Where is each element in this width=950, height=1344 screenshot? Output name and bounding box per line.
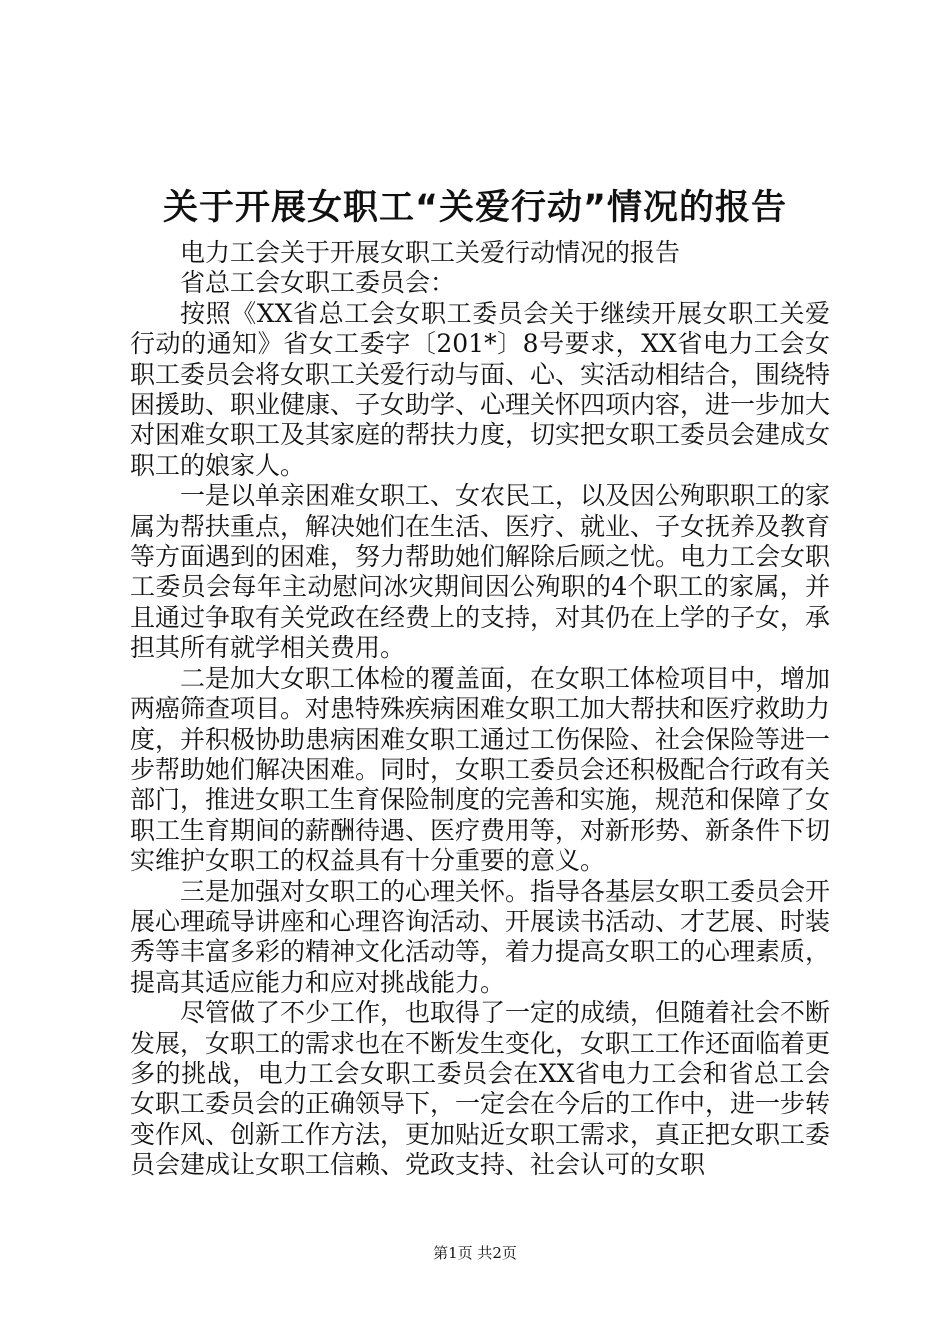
page-footer: 第1页 共2页 xyxy=(433,1244,517,1262)
point-three-paragraph: 三是加强对女职工的心理关怀。指导各基层女职工委员会开展心理疏导讲座和心理咨询活动、开展读书活动、才艺展、时装秀等丰富多彩的精神文化活动等，着力提高女职工的心理素质，提高其适应能力和应对挑战能力。 xyxy=(130,876,831,997)
document-body xyxy=(130,238,830,1181)
salutation-paragraph: 省总工会女职工委员会： xyxy=(180,268,456,298)
summary-paragraph: 尽管做了不少工作，也取得了一定的成绩，但随着社会不断发展，女职工的需求也在不断发生变化，女职工工作还面临着更多的挑战，电力工会女职工委员会在XX省电力工会和省总工会女职工委员会的正确领导下，一定会在今后的工作中，进一步转变作风、创新工作方法，更加贴近女职工需求，真正把女职工委员会建成让女职工信赖、党政支持、社会认可的女职 xyxy=(130,998,831,1180)
subtitle-paragraph: 电力工会关于开展女职工关爱行动情况的报告 xyxy=(180,238,681,267)
document-title: 关于开展女职工“关爱行动”情况的报告 xyxy=(162,188,787,228)
point-two-paragraph: 二是加大女职工体检的覆盖面，在女职工体检项目中，增加两癌筛查项目。对患特殊疾病困难女职工加大帮扶和医疗救助力度，并积极协助患病困难女职工通过工伤保险、社会保险等进一步帮助她们解决困难。同时，女职工委员会还积极配合行政有关部门，推进女职工生育保险制度的完善和实施，规范和保障了女职工生育期间的薪酬待遇、医疗费用等，对新形势、新条件下切实维护女职工的权益具有十分重要的意义。 xyxy=(130,663,831,876)
point-one-paragraph: 一是以单亲困难女职工、女农民工，以及因公殉职职工的家属为帮扶重点，解决她们在生活、医疗、就业、子女抚养及教育等方面遇到的困难，努力帮助她们解除后顾之忧。电力工会女职工委员会每年主动慰问冰灾期间因公殉职的4个职工的家属，并且通过争取有关党政在经费上的支持，对其仍在上学的子女，承担其所有就学相关费用。 xyxy=(130,481,831,663)
intro-paragraph: 按照《XX省总工会女职工委员会关于继续开展女职工关爱行动的通知》省女工委字〔201*〕8号要求，XX省电力工会女职工委员会将女职工关爱行动与面、心、实活动相结合，围绕特困援助、职业健康、子女助学、心理关怀四项内容，进一步加大对困难女职工及其家庭的帮扶力度，切实把女职工委员会建成女职工的娘家人。 xyxy=(130,298,831,480)
